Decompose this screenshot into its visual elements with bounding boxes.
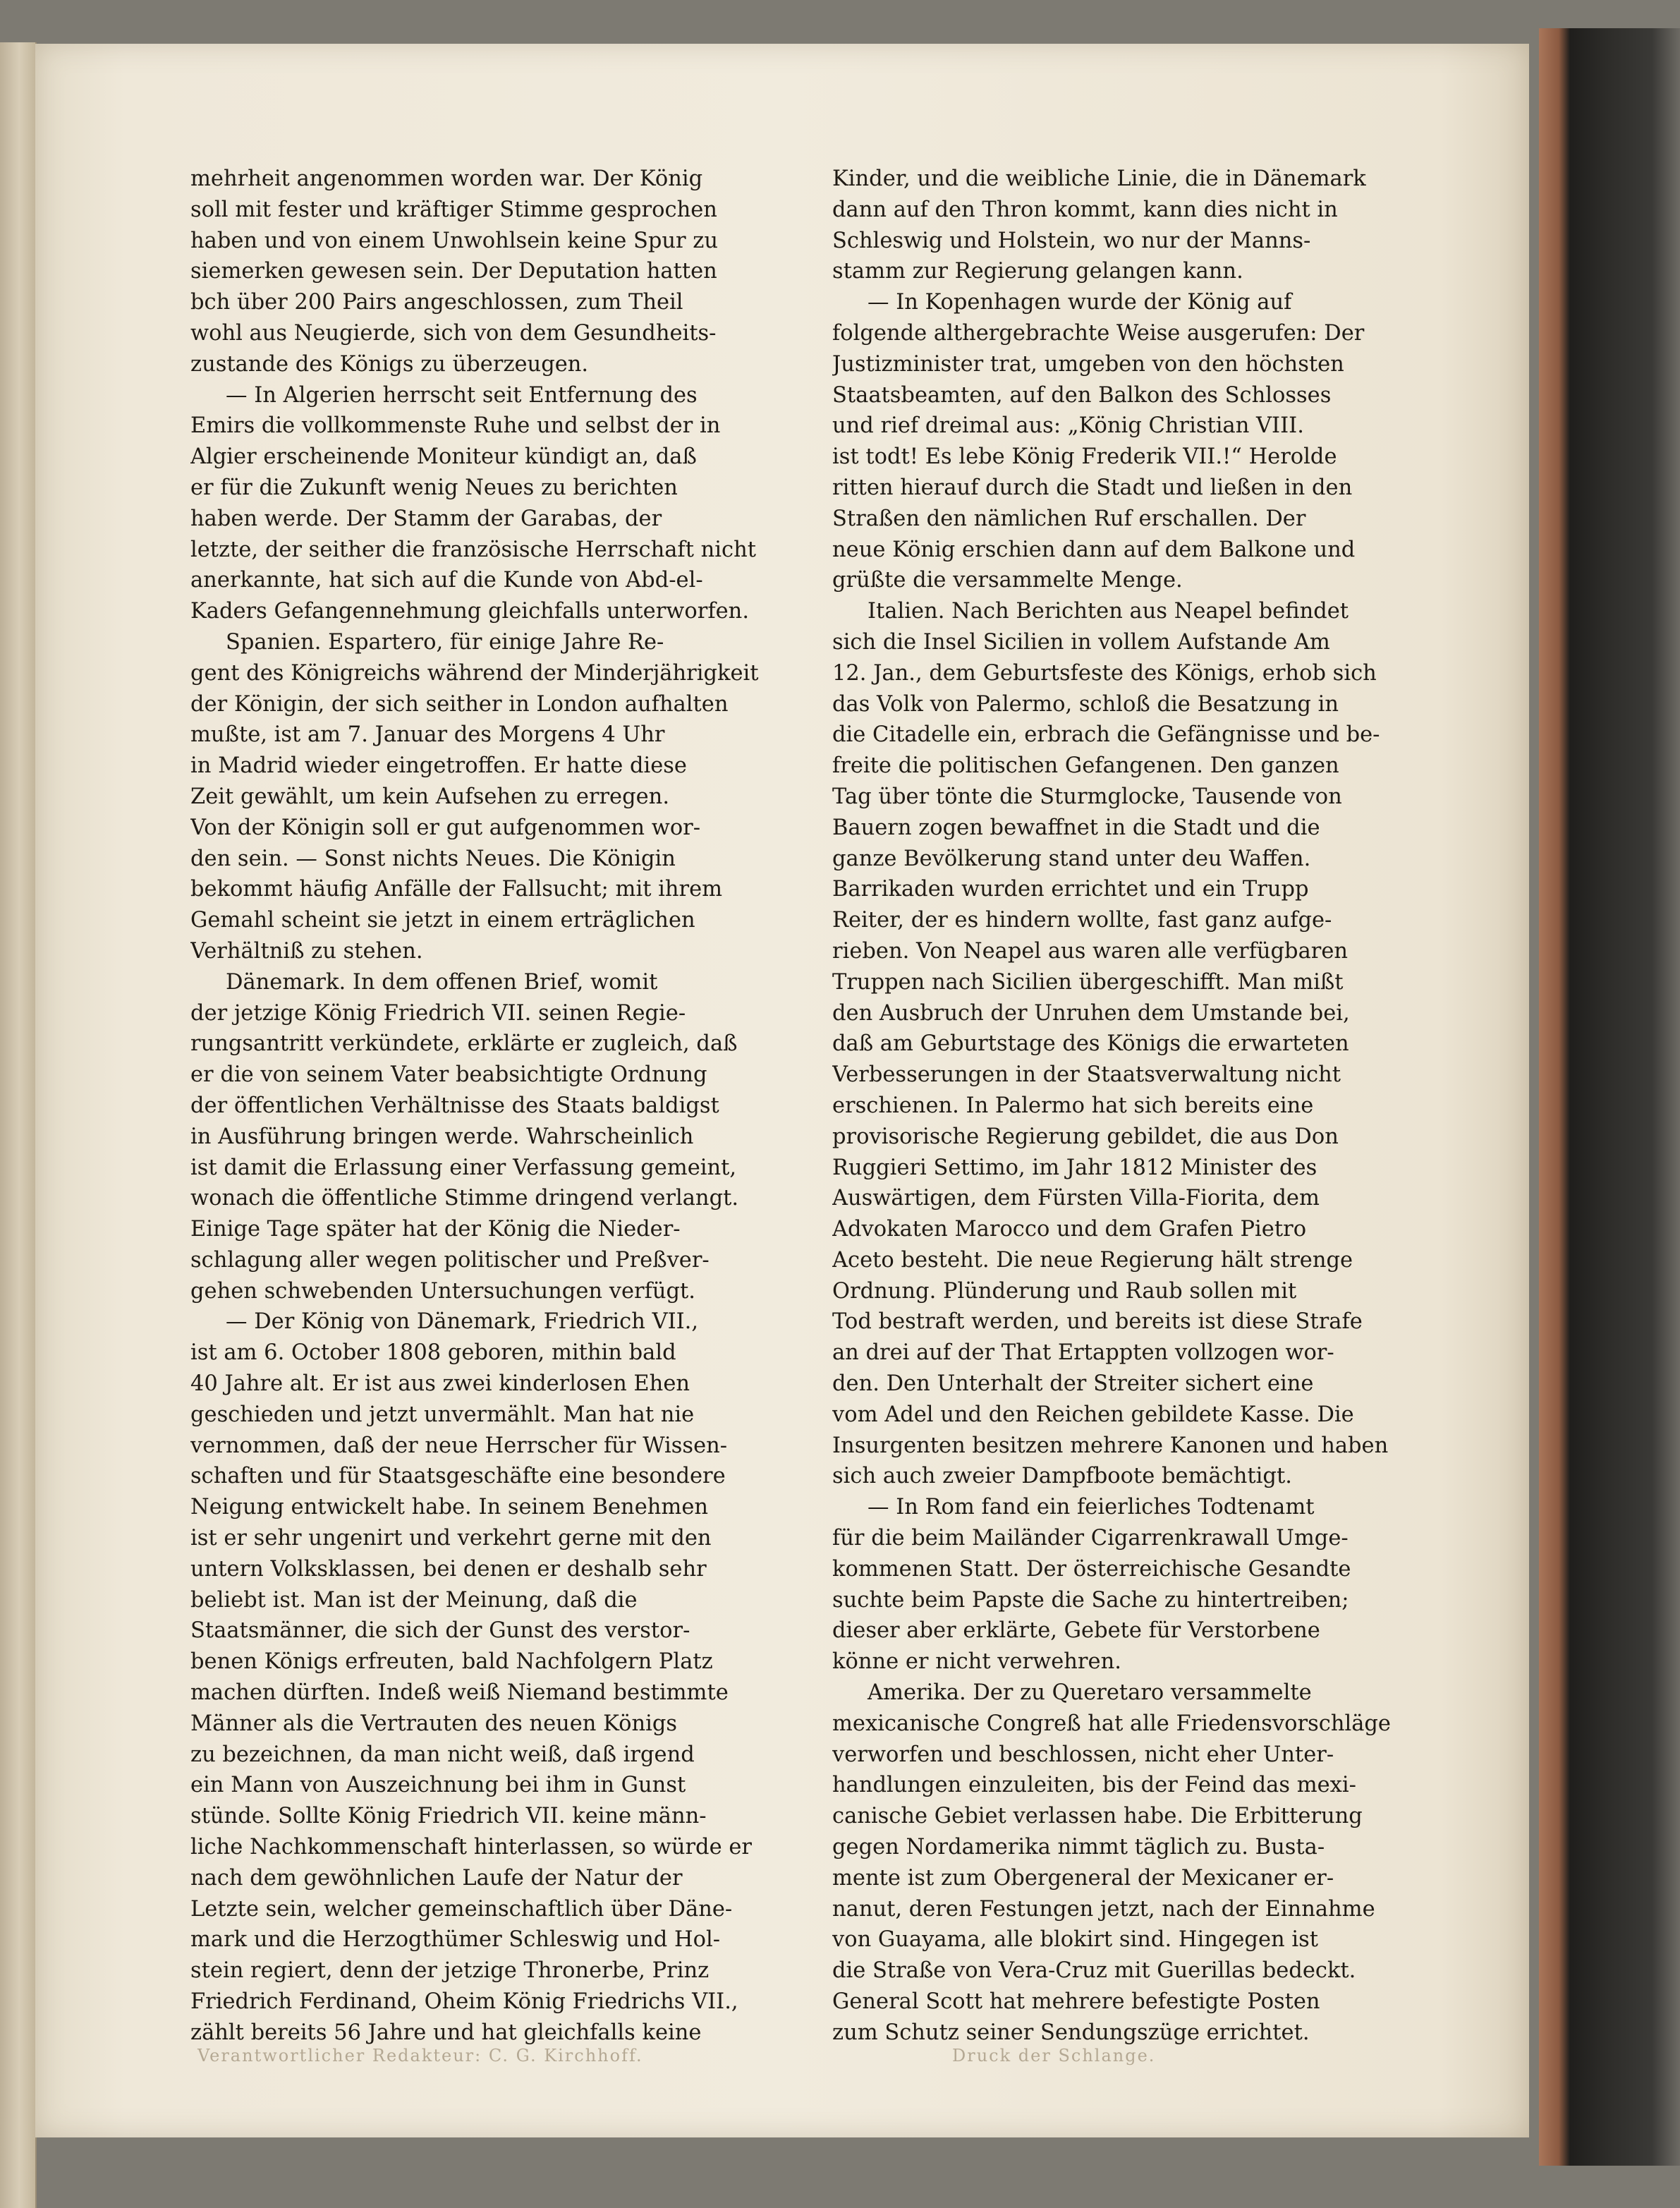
text-line: stein regiert, denn der jetzige Thronerbe, Prinz [190,1958,710,1984]
text-line: Tag über tönte die Sturmglocke, Tausende von [832,784,1342,809]
text-line: mexicanische Congreß hat alle Friedensvorschläge [832,1711,1391,1736]
text-line: letzte, der seither die französische Herrschaft nicht [190,537,757,562]
text-line: könne er nicht verwehren. [832,1649,1121,1675]
text-line: anerkannte, hat sich auf die Kunde von Abd-el- [190,568,703,593]
text-line: Algier erscheinende Moniteur kündigt an, daß [190,444,697,470]
text-line: wonach die öffentliche Stimme dringend verlangt. [190,1186,739,1211]
text-line: Reiter, der es hindern wollte, fast ganz aufge- [832,908,1332,933]
text-line: schaften und für Staatsgeschäfte eine besondere [190,1464,726,1489]
text-line: grüßte die versammelte Menge. [832,568,1183,593]
text-line: Insurgenten besitzen mehrere Kanonen und haben [832,1433,1389,1458]
text-line: dieser aber erklärte, Gebete für Verstorbene [832,1618,1320,1644]
text-line: Staatsbeamten, auf den Balkon des Schlosses [832,382,1332,408]
text-line: daß am Geburtstage des Königs die erwarteten [832,1031,1349,1057]
text-line: ist er sehr ungenirt und verkehrt gerne mit den [190,1526,712,1551]
text-line: Straßen den nämlichen Ruf erschallen. Der [832,506,1306,531]
text-line: General Scott hat mehrere befestigte Posten [832,1989,1320,2015]
text-line: in Madrid wieder eingetroffen. Er hatte diese [190,753,687,779]
text-line: soll mit fester und kräftiger Stimme gesprochen [190,197,717,222]
text-line: neue König erschien dann auf dem Balkone und [832,537,1356,562]
text-line: wohl aus Neugierde, sich von dem Gesundheits- [190,320,717,346]
text-line: Auswärtigen, dem Fürsten Villa-Fiorita, dem [832,1186,1320,1211]
text-line: gegen Nordamerika nimmt täglich zu. Busta- [832,1835,1325,1860]
text-line: und rief dreimal aus: „König Christian VIII. [832,413,1304,439]
text-line: mußte, ist am 7. Januar des Morgens 4 Uhr [190,722,665,748]
text-line: das Volk von Palermo, schloß die Besatzung in [832,691,1339,717]
text-line: der Königin, der sich seither in London aufhalten [190,691,729,717]
text-line: gehen schwebenden Untersuchungen verfügt. [190,1278,695,1304]
text-line: an drei auf der That Ertappten vollzogen wor- [832,1340,1334,1366]
text-line: Aceto besteht. Die neue Regierung hält strenge [832,1247,1353,1273]
text-line: kommenen Statt. Der österreichische Gesandte [832,1556,1351,1582]
text-line: nach dem gewöhnlichen Laufe der Natur der [190,1865,683,1891]
text-line: Dänemark. In dem offenen Brief, womit [226,969,658,995]
text-line: Italien. Nach Berichten aus Neapel befindet [868,599,1349,624]
text-line: Kaders Gefangennehmung gleichfalls unterworfen. [190,599,750,624]
text-line: ist damit die Erlassung einer Verfassung gemeint, [190,1155,737,1180]
text-line: sich auch zweier Dampfboote bemächtigt. [832,1464,1292,1489]
left-page-edge [0,42,37,2208]
text-line: Verbesserungen in der Staatsverwaltung nicht [832,1062,1341,1088]
text-line: Tod bestraft werden, und bereits ist diese Strafe [832,1309,1363,1335]
text-line: untern Volksklassen, bei denen er deshalb sehr [190,1556,707,1582]
text-line: suchte beim Papste die Sache zu hintertreiben; [832,1587,1349,1613]
footer-right: Druck der Schlange. [952,2046,1156,2066]
text-line: Staatsmänner, die sich der Gunst des verstor- [190,1618,690,1644]
text-line: rungsantritt verkündete, erklärte er zugleich, daß [190,1031,738,1057]
text-line: — Der König von Dänemark, Friedrich VII., [226,1309,699,1335]
text-line: Kinder, und die weibliche Linie, die in Dänemark [832,166,1366,191]
text-line: Schleswig und Holstein, wo nur der Manns- [832,228,1311,253]
text-line: Barrikaden wurden errichtet und ein Trupp [832,877,1309,902]
text-line: ist todt! Es lebe König Frederik VII.!“ Herolde [832,444,1337,470]
text-line: Advokaten Marocco und dem Grafen Pietro [832,1217,1307,1242]
text-line: ritten hierauf durch die Stadt und ließen in den [832,475,1353,500]
text-line: Amerika. Der zu Queretaro versammelte [868,1680,1312,1706]
left-text-column [190,164,791,2049]
text-line: 40 Jahre alt. Er ist aus zwei kinderlosen Ehen [190,1371,690,1397]
text-line: Einige Tage später hat der König die Nieder- [190,1217,681,1242]
text-line: den. Den Unterhalt der Streiter sichert eine [832,1371,1314,1397]
text-line: Neigung entwickelt habe. In seinem Benehmen [190,1495,709,1520]
text-line: ein Mann von Auszeichnung bei ihm in Gunst [190,1773,686,1798]
text-line: zustande des Königs zu überzeugen. [190,351,589,377]
text-line: Truppen nach Sicilien übergeschifft. Man mißt [832,969,1344,995]
text-line: Letzte sein, welcher gemeinschaftlich über Däne- [190,1896,733,1922]
text-line: erschienen. In Palermo hat sich bereits eine [832,1093,1314,1118]
text-line: haben werde. Der Stamm der Garabas, der [190,506,662,531]
text-line: Ruggieri Settimo, im Jahr 1812 Minister des [832,1155,1317,1180]
text-line: schlagung aller wegen politischer und Preßver- [190,1247,710,1273]
text-line: zählt bereits 56 Jahre und hat gleichfalls keine [190,2020,702,2045]
text-line: für die beim Mailänder Cigarrenkrawall Umge- [832,1526,1349,1551]
text-line: machen dürften. Indeß weiß Niemand bestimmte [190,1680,729,1706]
text-line: haben und von einem Unwohlsein keine Spur zu [190,228,719,253]
text-line: nanut, deren Festungen jetzt, nach der Einnahme [832,1896,1375,1922]
text-line: vernommen, daß der neue Herrscher für Wissen- [190,1433,728,1458]
text-line: zu bezeichnen, da man nicht weiß, daß irgend [190,1742,695,1767]
text-line: Spanien. Espartero, für einige Jahre Re- [226,629,664,655]
text-line: — In Algerien herrscht seit Entfernung des [226,382,698,408]
text-line: Von der Königin soll er gut aufgenommen wor- [190,815,701,840]
text-line: canische Gebiet verlassen habe. Die Erbitterung [832,1804,1363,1829]
text-line: mehrheit angenommen worden war. Der König [190,166,703,191]
text-line: — In Rom fand ein feierliches Todtenamt [868,1495,1315,1520]
text-line: er für die Zukunft wenig Neues zu berichten [190,475,678,500]
text-line: Ordnung. Plünderung und Raub sollen mit [832,1278,1297,1304]
text-line: provisorische Regierung gebildet, die aus Don [832,1124,1339,1149]
text-line: der öffentlichen Verhältnisse des Staats baldigst [190,1093,719,1118]
text-line: beliebt ist. Man ist der Meinung, daß die [190,1587,638,1613]
text-line: die Straße von Vera-Cruz mit Guerillas bedeckt. [832,1958,1356,1984]
text-line: bch über 200 Pairs angeschlossen, zum Theil [190,290,683,315]
text-line: rieben. Von Neapel aus waren alle verfügbaren [832,938,1349,964]
text-line: verworfen und beschlossen, nicht eher Unter- [832,1742,1334,1767]
newspaper-page [35,44,1529,2137]
text-line: vom Adel und den Reichen gebildete Kasse. Die [832,1402,1354,1427]
book-binding [1539,28,1680,2166]
text-line: Verhältniß zu stehen. [190,938,423,964]
text-line: Bauern zogen bewaffnet in die Stadt und die [832,815,1320,840]
text-line: gent des Königreichs während der Minderjährigkeit [190,660,759,686]
text-line: dann auf den Thron kommt, kann dies nicht in [832,197,1338,222]
text-line: geschieden und jetzt unvermählt. Man hat nie [190,1402,695,1427]
text-line: Friedrich Ferdinand, Oheim König Friedrichs VII., [190,1989,738,2015]
text-line: stamm zur Regierung gelangen kann. [832,259,1243,284]
text-line: sich die Insel Sicilien in vollem Aufstande Am [832,629,1330,655]
text-line: zum Schutz seiner Sendungszüge errichtet. [832,2020,1310,2045]
text-line: mente ist zum Obergeneral der Mexicaner er- [832,1865,1334,1891]
text-line: Justizminister trat, umgeben von den höchsten [832,351,1344,377]
text-line: er die von seinem Vater beabsichtigte Ordnung [190,1062,707,1088]
footer-left: Verantwortlicher Redakteur: C. G. Kirchhoff. [197,2046,643,2066]
text-line: folgende althergebrachte Weise ausgerufen: Der [832,320,1365,346]
text-line: Männer als die Vertrauten des neuen Königs [190,1711,678,1736]
text-line: Gemahl scheint sie jetzt in einem erträglichen [190,908,695,933]
text-line: der jetzige König Friedrich VII. seinen Regie- [190,1000,686,1026]
text-line: den Ausbruch der Unruhen dem Umstande bei, [832,1000,1350,1026]
text-line: 12. Jan., dem Geburtsfeste des Königs, erhob sich [832,660,1377,686]
text-line: freite die politischen Gefangenen. Den ganzen [832,753,1339,779]
text-line: Zeit gewählt, um kein Aufsehen zu erregen. [190,784,670,809]
text-line: benen Königs erfreuten, bald Nachfolgern Platz [190,1649,713,1675]
text-line: von Guayama, alle blokirt sind. Hingegen ist [832,1927,1318,1953]
text-line: bekommt häufig Anfälle der Fallsucht; mit ihrem [190,877,723,902]
text-line: Emirs die vollkommenste Ruhe und selbst der in [190,413,721,439]
text-line: siemerken gewesen sein. Der Deputation hatten [190,259,717,284]
text-line: den sein. — Sonst nichts Neues. Die Königin [190,846,676,871]
text-line: ganze Bevölkerung stand unter deu Waffen. [832,846,1311,871]
text-line: — In Kopenhagen wurde der König auf [868,290,1292,315]
text-line: die Citadelle ein, erbrach die Gefängnisse und be- [832,722,1380,748]
text-line: ist am 6. October 1808 geboren, mithin bald [190,1340,676,1366]
text-line: mark und die Herzogthümer Schleswig und Hol- [190,1927,721,1953]
text-line: in Ausführung bringen werde. Wahrscheinlich [190,1124,694,1149]
text-line: liche Nachkommenschaft hinterlassen, so würde er [190,1835,752,1860]
text-line: stünde. Sollte König Friedrich VII. keine männ- [190,1804,707,1829]
right-text-column [832,164,1433,2049]
text-line: handlungen einzuleiten, bis der Feind das mexi- [832,1773,1356,1798]
